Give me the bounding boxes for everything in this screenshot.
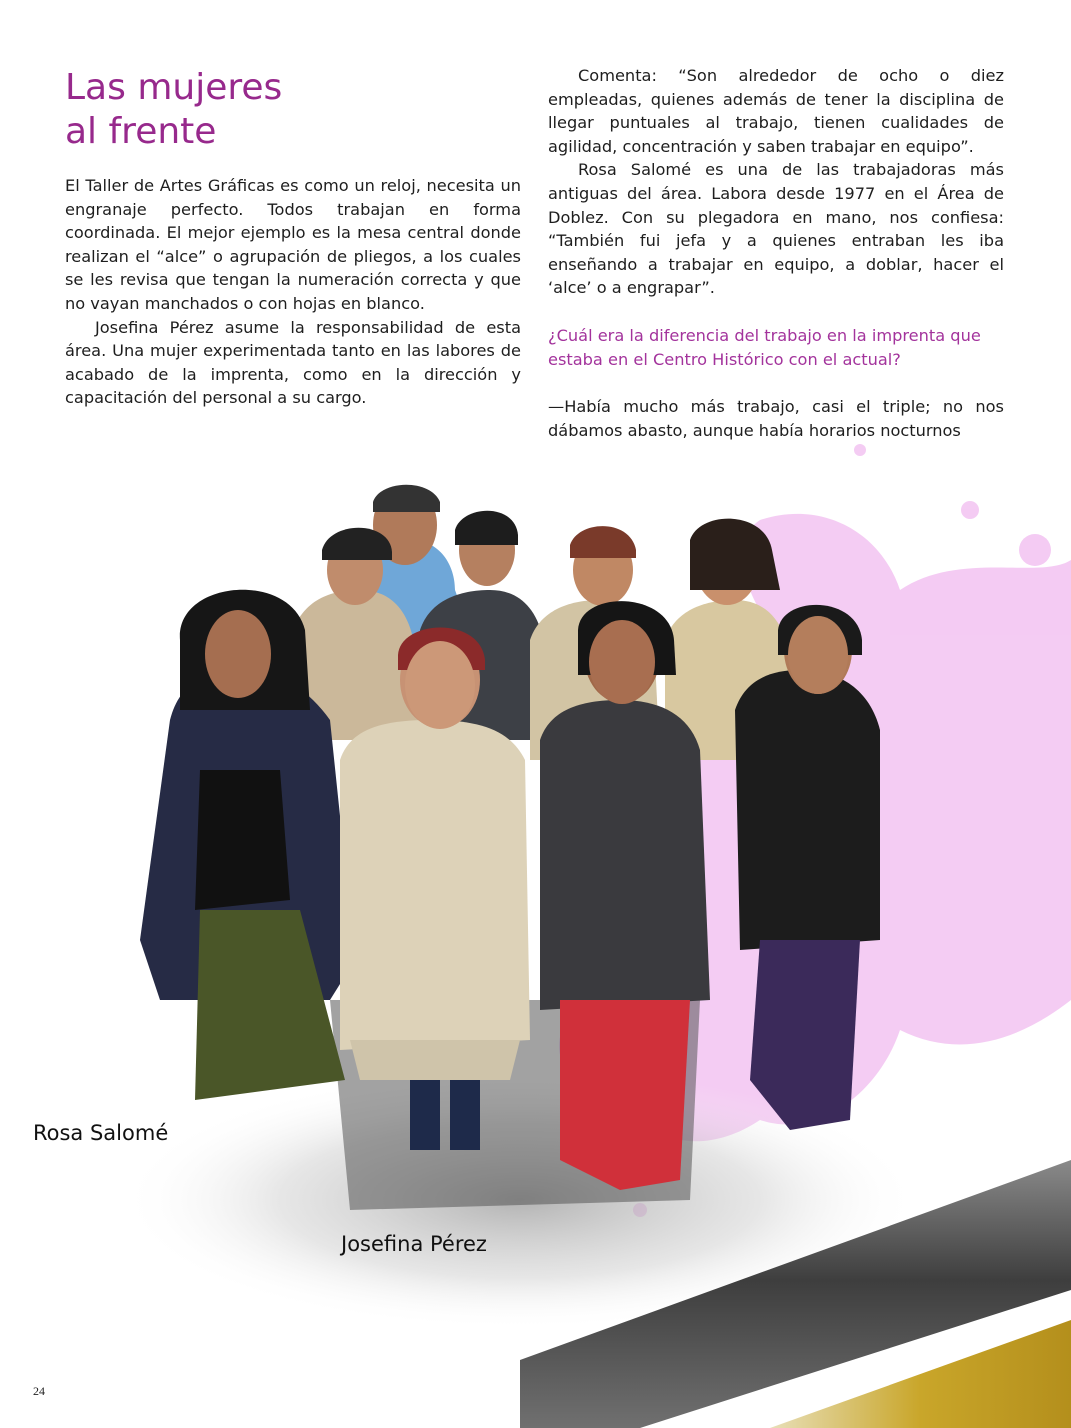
- paragraph: Josefina Pérez asume la responsabilidad de esta área. Una mujer experimentada tanto en las labores de acabado de la imprenta, como en la dirección y capacitación del personal a su cargo.: [65, 317, 521, 408]
- caption-josefina-perez: Josefina Pérez: [341, 1232, 487, 1256]
- people-back-row: [290, 485, 795, 760]
- paragraph: Comenta: “Son alrededor de ocho o diez empleadas, quienes además de tener la disciplina de llegar puntuales al trabajo, tienen cualidades de agilidad, concentración y saben trabajar en equipo”.: [548, 66, 1004, 156]
- left-text-column: [65, 174, 521, 410]
- interview-answer: —Había mucho más trabajo, casi el triple; no nos dábamos abasto, aunque había horarios nocturnos: [548, 397, 1004, 440]
- article-heading: Las mujeres al frente: [65, 67, 283, 152]
- group-photo: [0, 440, 1071, 1428]
- paragraph: El Taller de Artes Gráficas es como un reloj, necesita un engranaje perfecto. Todos trabajan en forma coordinada. El mejor ejemplo es la mesa central donde realizan el “alce” o agrupación de pliegos, a los cuales se les revisa que tengan la numeración correcta y que no vayan manchados o con hojas en blanco.: [65, 176, 521, 313]
- paragraph: Rosa Salomé es una de las trabajadoras más antiguas del área. Labora desde 1977 en el Área de Doblez. Con su plegadora en mano, nos confiesa: “También fui jefa y a quienes entraban les iba enseñando a trabajar en equipo, a doblar, hacer el ‘alce’ o a engrapar”.: [548, 160, 1004, 298]
- page-number: 24: [33, 1384, 45, 1398]
- caption-rosa-salome: Rosa Salomé: [33, 1121, 169, 1145]
- right-text-column: [548, 64, 1004, 442]
- interview-question: ¿Cuál era la diferencia del trabajo en la imprenta que estaba en el Centro Histórico con el actual?: [548, 325, 981, 369]
